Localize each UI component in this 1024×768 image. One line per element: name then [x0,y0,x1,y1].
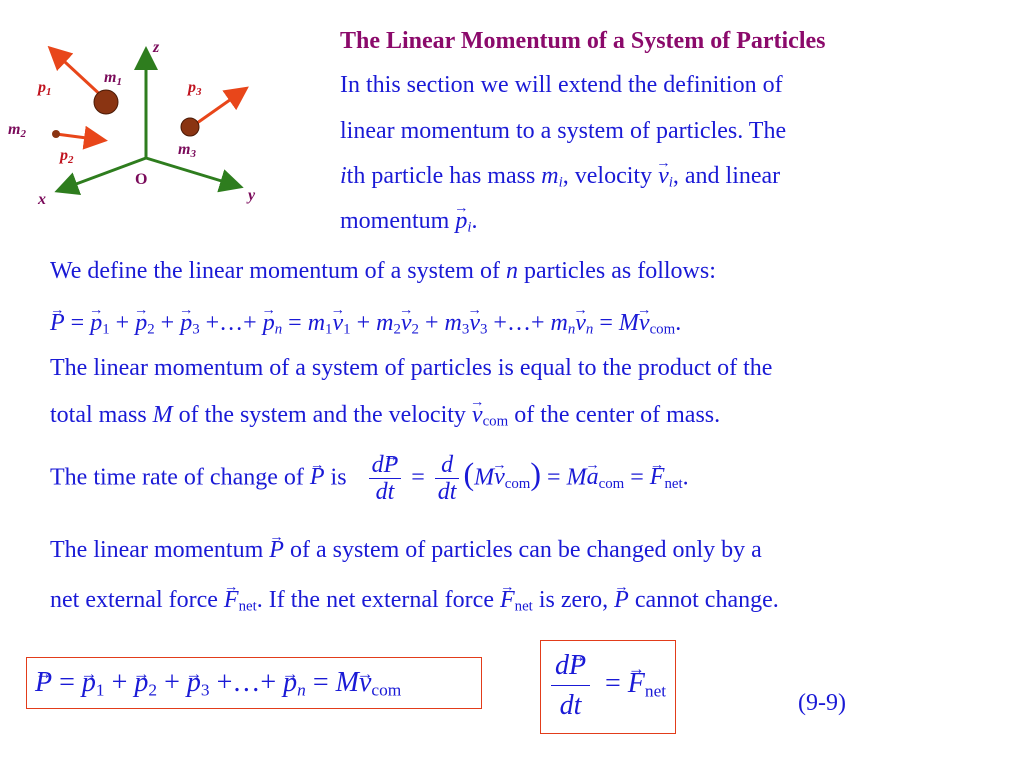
intro-line-3-text: th particle has mass [346,163,536,189]
change-text-1b: of a system of particles can be changed only by a [289,537,762,563]
change-line-2: net external force → $F_{net}$. If the net external force → $F_{net}$ is zero, → P cannot change. [50,587,779,616]
y-axis [146,158,238,186]
n-symbol: n [505,258,518,284]
intro-line-3: ith particle has mass $m_i$, velocity → $v_i$, and linear [340,163,780,192]
slide-title: The Linear Momentum of a System of Particles [340,28,826,54]
intro-line-2: linear momentum to a system of particles. The [340,118,787,144]
z-label: z [153,39,160,56]
intro-line-3-end: and linear [684,163,781,189]
intro-line-4: momentum → $p_i$. [340,208,477,237]
mass-2 [52,130,60,138]
y-label: y [248,187,256,204]
total-mass-text: total mass [50,402,147,428]
origin-label: O [135,171,148,188]
boxed-newton-equation: d→ P dt = → $F_{net}$ [540,640,676,734]
momentum-word: momentum [340,208,450,234]
change-text-2a: net external force [50,587,218,613]
index-i: i [340,163,347,189]
definition-text: We define the linear momentum of a system of [50,258,500,284]
change-text-2c: is zero, [538,587,609,613]
velocity-word: velocity [574,163,653,189]
p2-label: p2 [60,147,74,166]
m3-label: m3 [178,141,196,160]
change-text-2b: . If the net external force [256,587,494,613]
boxed-momentum-equation: → P = → $p_1$ + → $p_2$ + → $p_3$ +…+ → $p_n = M\to v_{com}$ [26,657,482,709]
change-line-1: The linear momentum → P of a system of particles can be changed only by a [50,537,762,564]
product-line-1: The linear momentum of a system of particles is equal to the product of the [50,355,773,381]
time-rate-line: The time rate of change of → P is $\frac{d\to P}{dt}$ = $\frac{d}{dt}$ $(M\to v_{com}) = M\to a_{com}$ = → $F_{net}$. [50,452,689,506]
d-dt-fraction: $\frac{d}{dt}$ [435,452,460,506]
p3-label: p3 [188,79,202,98]
x-label: x [38,191,46,208]
mass-3 [181,118,199,136]
momentum-sum-equation: → P = → $p_1$ + → $p_2$ + → $p_3$ +…+ → $p_n = m_1\to v_1 + m_2\to v_2 + m_3\to v_3$ +…+ $m_n\to v_n = M\to v_{com}$. [50,310,681,339]
time-rate-text: The time rate of change of [50,464,304,491]
change-text-2d: cannot change. [634,587,779,613]
velocity-text: of the system and the velocity [178,402,466,428]
mass-1 [94,90,118,114]
m2-label: m2 [8,121,26,140]
change-text-1a: The linear momentum [50,537,264,563]
M-symbol: M [152,402,173,428]
m1-label: m1 [104,69,122,88]
definition-end: particles as follows: [523,258,716,284]
intro-line-1: In this section we will extend the definition of [340,72,783,98]
dP-dt-fraction: $\frac{d\to P}{dt}$ [369,452,402,506]
center-of-mass-text: of the center of mass. [514,402,721,428]
definition-line [50,258,716,285]
product-line-2: total mass M of the system and the velocity → $v_{com}$ of the center of mass. [50,402,720,431]
p2-arrow [56,134,102,140]
p1-label: p1 [38,79,52,98]
is-word: is [330,464,347,491]
particle-diagram [0,30,300,225]
equation-number: (9-9) [798,690,846,716]
